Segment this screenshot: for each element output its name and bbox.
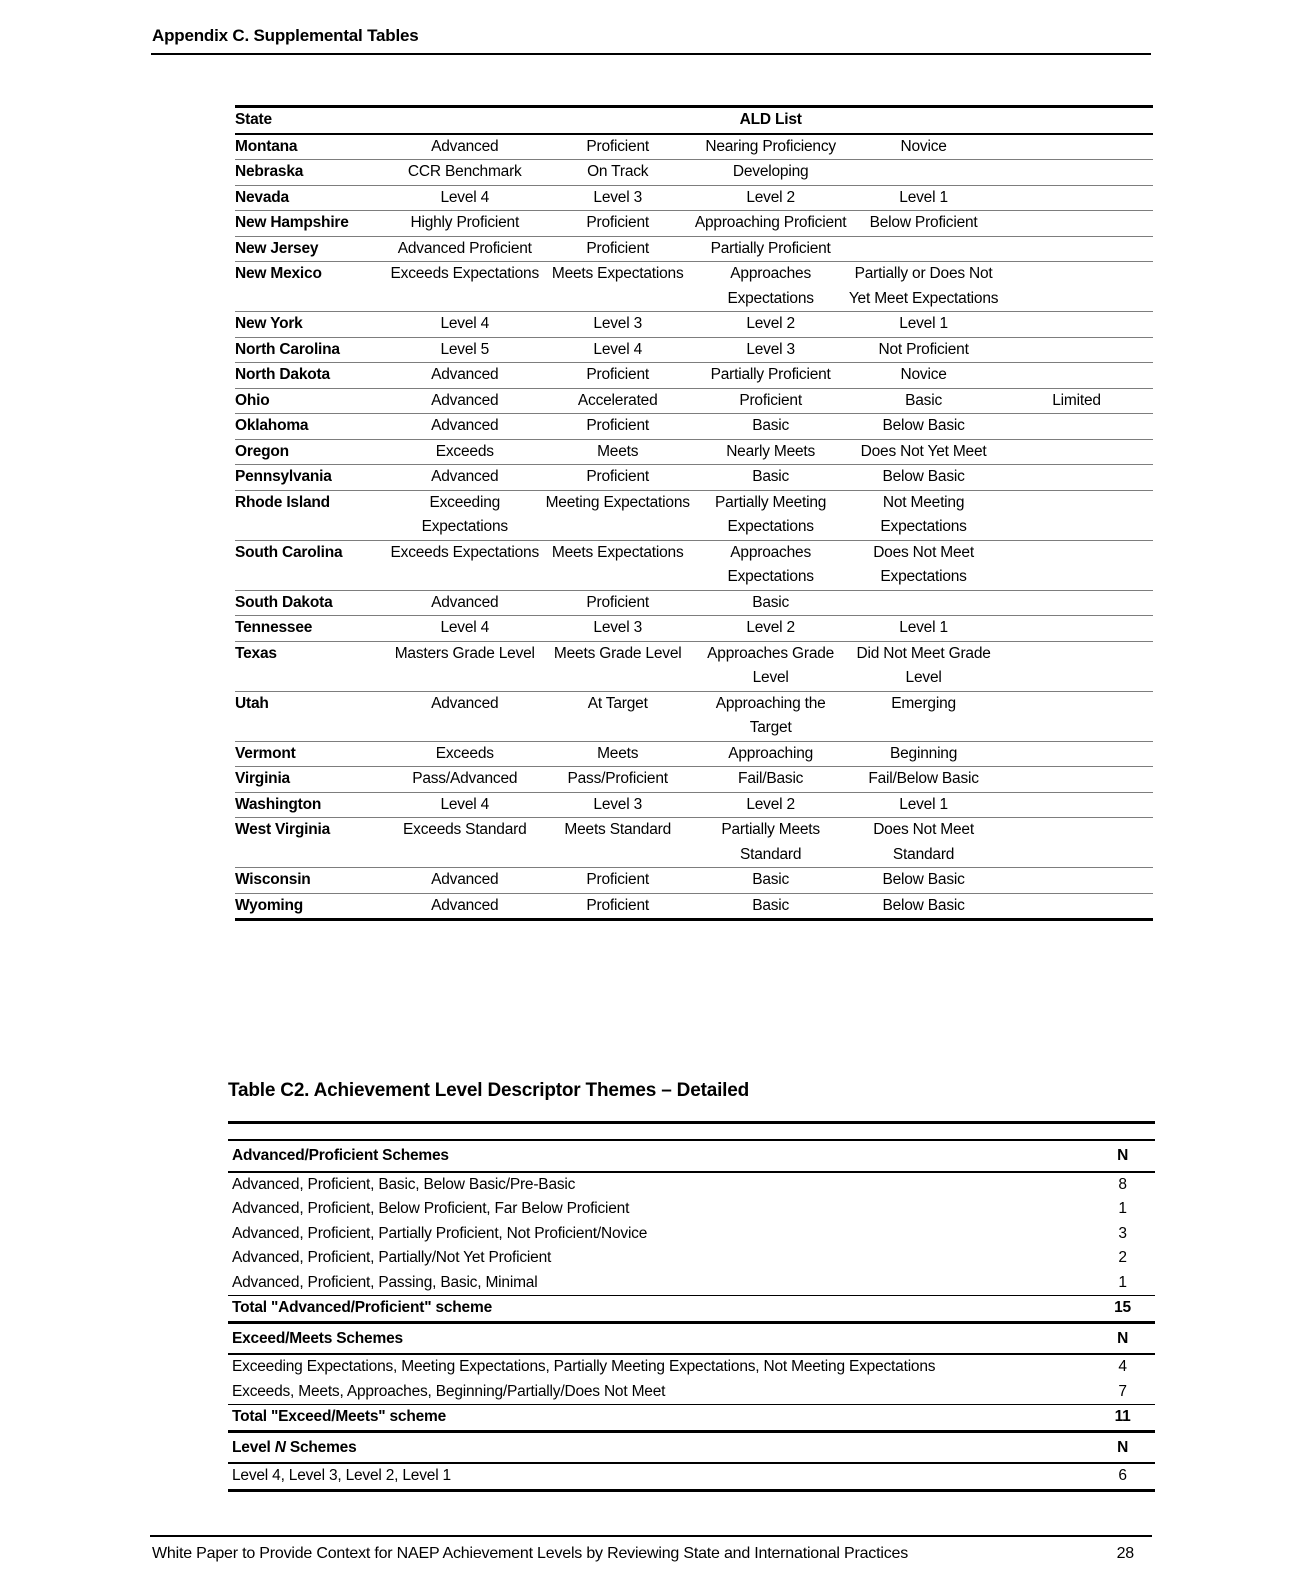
scheme-label-cell: Exceeding Expectations, Meeting Expectations, Partially Meeting Expectations, Not Meeting Expectations [232, 1358, 936, 1375]
scheme-row [228, 1463, 1155, 1490]
scheme-label-cell: Advanced, Proficient, Passing, Basic, Minimal [232, 1273, 538, 1291]
ald-level-cell: Approaches Grade Level [707, 644, 835, 686]
state-name-cell: West Virginia [235, 821, 331, 838]
ald-level-cell [1000, 490, 1153, 540]
ald-level-cell: Partially Proficient [710, 239, 831, 257]
state-name-cell: Texas [235, 644, 277, 662]
scheme-label-cell: Exceeds, Meets, Approaches, Beginning/Partially/Does Not Meet [232, 1382, 666, 1400]
ald-level-cell: Fail/Below Basic [868, 770, 979, 787]
ald-level-cell: Advanced [431, 871, 499, 888]
ald-level-cell: Proficient [586, 871, 650, 888]
scheme-count-cell: 4 [1118, 1358, 1127, 1375]
header-divider [151, 53, 1151, 55]
ald-level-cell: Exceeds [435, 442, 494, 460]
ald-level-cell: Basic [752, 871, 790, 888]
state-name-cell: Washington [235, 795, 322, 813]
table-row [235, 616, 1153, 642]
n-column-header: N [1117, 1147, 1129, 1164]
ald-level-cell: Level 4 [593, 340, 642, 358]
ald-level-cell: Exceeds Expectations [390, 265, 540, 282]
ald-level-cell: Beginning [890, 744, 958, 762]
table-row [235, 414, 1153, 440]
state-name-cell: Utah [235, 694, 269, 712]
ald-level-cell: Proficient [739, 391, 802, 409]
ald-level-cell: Nearly Meets [726, 442, 816, 460]
ald-level-cell [1000, 160, 1153, 186]
scheme-total-row [228, 1405, 1155, 1432]
ald-level-cell: Does Not Yet Meet [860, 442, 987, 460]
state-name-cell: New Mexico [235, 265, 322, 282]
state-name-cell: New York [235, 315, 303, 332]
ald-level-cell: Advanced [431, 417, 499, 434]
ald-level-cell: Basic [752, 468, 790, 485]
ald-level-cell: Advanced [431, 593, 499, 611]
ald-level-cell: Proficient [586, 214, 650, 231]
ald-level-cell [1000, 337, 1153, 363]
ald-level-cell: Not Proficient [878, 340, 969, 358]
scheme-header-text: Schemes [285, 1438, 357, 1456]
ald-level-cell [1000, 818, 1153, 868]
ald-level-cell [1000, 641, 1153, 691]
ald-level-cell: Approaches Expectations [727, 265, 814, 307]
state-name-cell: Oklahoma [235, 417, 309, 434]
table-row [235, 818, 1153, 868]
ald-level-cell: Partially Proficient [710, 366, 831, 383]
ald-level-cell: Level 2 [746, 795, 795, 813]
scheme-total-label: Total "Exceed/Meets" scheme [232, 1408, 447, 1425]
table-row [235, 439, 1153, 465]
ald-level-cell: Not Meeting Expectations [880, 493, 967, 535]
table-row [235, 767, 1153, 793]
ald-level-cell: Advanced [431, 468, 499, 485]
ald-level-cell: Meets Grade Level [553, 644, 682, 662]
scheme-section-header-row [228, 1140, 1155, 1172]
ald-level-cell: Level 3 [593, 315, 642, 332]
ald-level-cell: Level 3 [593, 795, 642, 813]
n-column-header: N [1117, 1329, 1129, 1347]
scheme-row [228, 1354, 1155, 1380]
ald-level-cell: Partially Meeting Expectations [715, 493, 827, 535]
scheme-header-italic: N [274, 1438, 286, 1456]
scheme-row [228, 1380, 1155, 1405]
ald-level-cell: CCR Benchmark [407, 163, 522, 180]
scheme-total-row [228, 1296, 1155, 1323]
ald-level-cell: Pass/Proficient [567, 770, 668, 787]
ald-level-cell: Level 2 [746, 188, 795, 206]
state-name-cell: North Carolina [235, 340, 340, 358]
table-row [235, 185, 1153, 211]
ald-level-cell: Advanced [431, 391, 499, 409]
scheme-row [228, 1222, 1155, 1247]
ald-level-cell: Emerging [891, 694, 956, 712]
state-name-cell: New Hampshire [235, 214, 349, 231]
table-row [235, 540, 1153, 590]
ald-level-cell: Approaching [728, 744, 814, 762]
table-row [235, 741, 1153, 767]
state-name-cell: Rhode Island [235, 493, 330, 511]
state-name-cell: South Carolina [235, 543, 343, 561]
scheme-count-cell: 8 [1118, 1175, 1127, 1193]
ald-level-cell: Advanced [431, 366, 499, 383]
ald-level-cell [1000, 741, 1153, 767]
ald-level-cell: Proficient [586, 417, 650, 434]
ald-level-cell: Does Not Meet Expectations [873, 543, 974, 585]
ald-level-cell: Below Proficient [869, 214, 978, 231]
ald-level-cell: Meeting Expectations [545, 493, 690, 511]
page-title: Appendix C. Supplemental Tables [152, 26, 419, 45]
scheme-count-cell: 1 [1118, 1273, 1127, 1291]
scheme-total-label: Total "Advanced/Proficient" scheme [232, 1299, 492, 1316]
ald-level-cell [1000, 616, 1153, 642]
page-footer [152, 1545, 1150, 1563]
table-row [235, 490, 1153, 540]
scheme-label-cell: Advanced, Proficient, Partially Proficient, Not Proficient/Novice [232, 1224, 648, 1242]
scheme-label-cell: Advanced, Proficient, Basic, Below Basic/Pre-Basic [232, 1175, 576, 1193]
ald-level-cell [1000, 236, 1153, 262]
table-row [235, 465, 1153, 491]
ald-level-cell: Level 3 [593, 619, 642, 636]
table-row [235, 590, 1153, 616]
table-row [235, 211, 1153, 237]
ald-level-cell: Advanced Proficient [397, 239, 532, 257]
page-number: 28 [1116, 1545, 1134, 1562]
ald-level-cell: Basic [752, 896, 790, 914]
scheme-row [228, 1197, 1155, 1222]
ald-level-cell: Approaches Expectations [727, 543, 814, 585]
scheme-section-header-row [228, 1431, 1155, 1463]
table-row [235, 337, 1153, 363]
state-name-cell: Wisconsin [235, 871, 311, 888]
ald-level-cell: Exceeding Expectations [421, 493, 508, 535]
state-name-cell: Nevada [235, 188, 289, 206]
table-row [235, 893, 1153, 920]
ald-level-cell: On Track [587, 163, 649, 180]
ald-level-cell: Accelerated [577, 391, 658, 409]
ald-level-cell: Proficient [586, 468, 650, 485]
ald-level-cell: Level 1 [899, 315, 948, 332]
scheme-count-cell: 3 [1118, 1224, 1127, 1242]
ald-level-cell: Proficient [586, 366, 650, 383]
ald-level-cell: Does Not Meet Standard [873, 821, 974, 863]
scheme-label-cell: Advanced, Proficient, Below Proficient, Far Below Proficient [232, 1200, 630, 1217]
state-name-cell: Ohio [235, 391, 270, 409]
ald-level-cell: Below Basic [882, 417, 965, 434]
scheme-count-cell: 1 [1118, 1200, 1127, 1217]
ald-level-cell: Highly Proficient [410, 214, 520, 231]
ald-level-cell [1000, 262, 1153, 312]
ald-level-cell [1000, 134, 1153, 160]
ald-level-cell [1000, 590, 1153, 616]
table-c2-title-rule [228, 1121, 1155, 1124]
ald-level-cell [1000, 363, 1153, 389]
scheme-row [228, 1246, 1155, 1271]
ald-level-cell: Exceeds Standard [403, 821, 527, 838]
ald-level-cell: Exceeds Expectations [390, 543, 540, 561]
table-row [235, 134, 1153, 160]
ald-level-cell [1000, 211, 1153, 237]
ald-list-column-header: ALD List [739, 111, 802, 128]
ald-level-cell: Proficient [586, 593, 650, 611]
scheme-row [228, 1172, 1155, 1198]
ald-level-cell: Level 3 [593, 188, 642, 206]
state-name-cell: Montana [235, 137, 298, 155]
state-name-cell: Virginia [235, 770, 290, 787]
table-row [235, 868, 1153, 894]
ald-level-cell: Below Basic [882, 468, 965, 485]
scheme-count-cell: 7 [1118, 1382, 1127, 1400]
ald-level-cell: Level 4 [440, 795, 490, 813]
ald-level-cell [1000, 792, 1153, 818]
ald-level-cell: Meets Standard [564, 821, 672, 838]
scheme-total-count: 11 [1114, 1408, 1131, 1425]
ald-level-cell: Masters Grade Level [394, 644, 535, 662]
table-c2-title: Table C2. Achievement Level Descriptor Themes – Detailed [228, 1080, 749, 1101]
ald-level-cell: Exceeds [435, 744, 494, 762]
state-table-header-row [235, 107, 1153, 134]
footer-divider [150, 1535, 1152, 1537]
ald-level-cell: Partially or Does Not Yet Meet Expectations [848, 265, 999, 307]
state-name-cell: New Jersey [235, 239, 319, 257]
ald-level-cell: Developing [732, 163, 809, 180]
ald-level-cell: Level 1 [899, 619, 948, 636]
ald-level-cell: Advanced [431, 137, 499, 155]
table-row [235, 160, 1153, 186]
state-name-cell: North Dakota [235, 366, 330, 383]
ald-level-cell: Meets Expectations [551, 265, 684, 282]
ald-level-cell: Partially Meets Standard [721, 821, 820, 863]
scheme-label-cell: Level 4, Level 3, Level 2, Level 1 [232, 1467, 451, 1484]
ald-level-cell [847, 236, 1000, 262]
ald-level-cell: Did Not Meet Grade Level [856, 644, 991, 686]
ald-level-cell [1000, 767, 1153, 793]
ald-level-cell [1000, 185, 1153, 211]
ald-level-cell [1000, 414, 1153, 440]
ald-level-cell [1000, 893, 1153, 920]
ald-level-cell: Advanced [431, 896, 499, 914]
ald-level-cell: Proficient [586, 137, 650, 155]
scheme-row [228, 1271, 1155, 1296]
ald-level-cell [847, 160, 1000, 186]
table-c2-container [228, 1139, 1155, 1492]
state-name-cell: Wyoming [235, 896, 304, 914]
table-c2-body [228, 1140, 1155, 1490]
state-name-cell: Oregon [235, 442, 289, 460]
ald-level-cell: Level 1 [899, 188, 948, 206]
ald-level-cell: Level 4 [440, 619, 490, 636]
scheme-section-header-row [228, 1322, 1155, 1354]
table-c2 [228, 1139, 1155, 1492]
scheme-total-count: 15 [1114, 1299, 1131, 1316]
ald-level-cell: Novice [900, 366, 947, 383]
scheme-section-header [228, 1140, 1090, 1172]
scheme-header-text: Exceed/Meets Schemes [232, 1329, 403, 1347]
ald-level-cell [1000, 439, 1153, 465]
scheme-section-header [228, 1322, 1090, 1354]
ald-level-cell: At Target [587, 694, 648, 712]
state-column-header: State [235, 111, 272, 128]
ald-level-cell: Level 2 [746, 619, 795, 636]
ald-level-cell: Approaching Proficient [694, 214, 847, 231]
ald-level-cell: Pass/Advanced [412, 770, 518, 787]
scheme-header-text: Level [232, 1438, 275, 1456]
ald-level-cell: Basic [905, 391, 943, 409]
ald-level-cell: Level 4 [440, 188, 490, 206]
state-ald-table-container [235, 105, 1153, 921]
state-name-cell: Tennessee [235, 619, 313, 636]
table-row [235, 691, 1153, 741]
ald-level-cell: Level 3 [746, 340, 795, 358]
table-row [235, 641, 1153, 691]
ald-level-cell: Below Basic [882, 896, 965, 914]
ald-level-cell: Nearing Proficiency [705, 137, 836, 155]
ald-level-cell [1000, 691, 1153, 741]
ald-level-cell [1000, 312, 1153, 338]
ald-level-cell: Meets Expectations [551, 543, 684, 561]
ald-level-cell: Advanced [431, 694, 499, 712]
ald-level-cell: Level 5 [440, 340, 490, 358]
table-row [235, 236, 1153, 262]
ald-level-cell [1000, 868, 1153, 894]
ald-level-cell: Proficient [586, 239, 650, 257]
footer-text: White Paper to Provide Context for NAEP Achievement Levels by Reviewing State and International Practices [152, 1545, 909, 1562]
ald-level-cell: Level 2 [746, 315, 795, 332]
ald-level-cell [1000, 465, 1153, 491]
state-name-cell: Pennsylvania [235, 468, 332, 485]
ald-level-cell [847, 590, 1000, 616]
scheme-count-cell: 2 [1118, 1249, 1127, 1266]
ald-level-cell: Limited [1052, 391, 1101, 409]
state-name-cell: Vermont [235, 744, 296, 762]
ald-level-cell: Approaching the Target [715, 694, 826, 736]
ald-level-cell [1000, 540, 1153, 590]
scheme-section-header [228, 1431, 1090, 1463]
ald-level-cell: Basic [752, 417, 790, 434]
scheme-label-cell: Advanced, Proficient, Partially/Not Yet Proficient [232, 1249, 552, 1266]
table-row [235, 363, 1153, 389]
state-ald-table [235, 105, 1153, 921]
state-name-cell: Nebraska [235, 163, 304, 180]
ald-level-cell: Meets [597, 744, 639, 762]
ald-level-cell: Meets [597, 442, 639, 460]
ald-level-cell: Novice [900, 137, 947, 155]
ald-level-cell: Level 4 [440, 315, 490, 332]
state-name-cell: South Dakota [235, 593, 333, 611]
ald-level-cell: Fail/Basic [738, 770, 804, 787]
scheme-header-text: Advanced/Proficient Schemes [232, 1147, 449, 1164]
table-row [235, 312, 1153, 338]
table-row [235, 792, 1153, 818]
table-row [235, 262, 1153, 312]
ald-level-cell: Basic [752, 593, 790, 611]
table-row [235, 388, 1153, 414]
state-table-body [235, 134, 1153, 920]
n-column-header: N [1117, 1438, 1129, 1456]
ald-level-cell: Below Basic [882, 871, 965, 888]
scheme-count-cell: 6 [1118, 1467, 1127, 1484]
ald-level-cell: Level 1 [899, 795, 948, 813]
ald-level-cell: Proficient [586, 896, 650, 914]
